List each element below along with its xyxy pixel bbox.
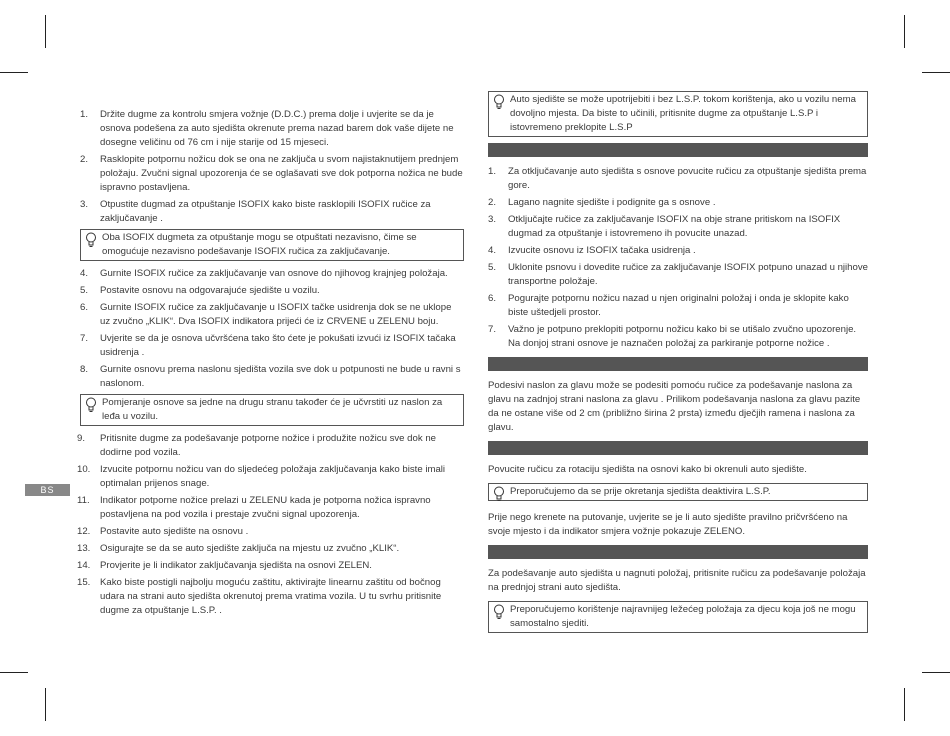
installation-steps-c (77, 432, 464, 618)
list-item: 13. Osigurajte se da se auto sjedište zaključa na mjestu uz zvučno „KLIK“. (77, 543, 400, 554)
headrest-paragraph: Podesivi naslon za glavu može se podesiti pomoću ručice za podešavanje naslona za glavu na zadnjoj strani naslona za glavu . Prilikom podešavanja naslona za glavu pazite da ne ostane više od 2 cm (približno širina 2 prsta) između dječjih ramena i naslona za glavu. (488, 380, 861, 433)
tip-note: Auto sjedište se može upotrijebiti i bez L.S.P. tokom korištenja, ako u vozilu nema dovoljno mjesta. Da biste to učinili, pritisnite dugme za otpuštanje L.S.P i istovremeno preklopite L.S.P (488, 91, 868, 137)
list-item: 2. Lagano nagnite sjedište i podignite ga s osnove . (488, 197, 716, 208)
crop-mark (45, 688, 46, 721)
tip-note: Oba ISOFIX dugmeta za otpuštanje mogu se otpuštati nezavisno, čime se omogućuje nezavisno podešavanje ISOFIX ručica za zaključavanje. (80, 229, 464, 261)
crop-mark (922, 72, 950, 73)
list-item: 9. Pritisnite dugme za podešavanje potporne nožice i produžite nožicu sve dok ne dodirne pod vozila. (77, 433, 436, 458)
lightbulb-icon (493, 486, 505, 502)
list-item: 4. Gurnite ISOFIX ručice za zaključavanje van osnove do njihovog krajnjeg položaja. (80, 268, 448, 279)
list-item: 8. Gurnite osnovu prema naslonu sjedišta vozila sve dok u potpunosti ne bude u ravni s naslonom. (80, 364, 461, 389)
tip-note: Preporučujemo korištenje najravnijeg ležećeg položaja za djecu koja još ne mogu samostalno sjediti. (488, 601, 868, 633)
lightbulb-icon (493, 604, 505, 620)
tip-note: Preporučujemo da se prije okretanja sjedišta deaktivira L.S.P. (488, 483, 868, 501)
section-header-bar (488, 441, 868, 455)
list-item: 6. Pogurajte potpornu nožicu nazad u njen originalni položaj i onda je sklopite kako biste uštedjeli prostor. (488, 293, 849, 318)
list-item: 15. Kako biste postigli najbolju moguću zaštitu, aktivirajte linearnu zaštitu od bočnog udara na strani auto sjedišta okrenutoj prema vratima vozila. U tu svrhu pritisnite dugme za otpuštanje L.S.P. . (77, 577, 442, 616)
list-item: 7. Uvjerite se da je osnova učvršćena tako što ćete je pokušati izvući iz ISOFIX tačaka usidrenja . (80, 333, 456, 358)
crop-mark (0, 672, 28, 673)
travel-paragraph: Prije nego krenete na putovanje, uvjerite se je li auto sjedište pravilno pričvršćeno na svoje mjesto i da indikator smjera vožnje pokazuje ZELENO. (488, 512, 848, 537)
section-header-bar (488, 143, 868, 157)
list-item: 3. Otpustite dugmad za otpuštanje ISOFIX kako biste rasklopili ISOFIX ručice za zaključavanje . (80, 199, 431, 224)
crop-mark (904, 688, 905, 721)
section-header-bar (488, 357, 868, 371)
list-item: 1. Za otključavanje auto sjedišta s osnove povucite ručicu za otpuštanje sjedišta prema gore. (488, 166, 867, 191)
language-tab: BS (25, 484, 70, 496)
crop-mark (45, 15, 46, 48)
crop-mark (0, 72, 28, 73)
list-item: 2. Rasklopite potpornu nožicu dok se ona ne zaključa u svom najistaknutijem prednjem položaju. Zvučni signal upozorenja će se oglašavati sve dok potporna nožica ne bude ispravno postavljena. (80, 154, 463, 193)
list-item: 14. Provjerite je li indikator zaključavanja sjedišta na osnovi ZELEN. (77, 560, 372, 571)
list-item: 5. Postavite osnovu na odgovarajuće sjedište u vozilu. (80, 285, 320, 296)
removal-steps (488, 165, 868, 351)
lightbulb-icon (85, 232, 97, 248)
list-item: 12. Postavite auto sjedište na osnovu . (77, 526, 249, 537)
crop-mark (904, 15, 905, 48)
list-item: 3. Otključajte ručice za zaključavanje ISOFIX na obje strane pritiskom na ISOFIX dugmad za otpuštanje i istovremeno ih povucite unazad. (488, 214, 841, 239)
tip-note: Pomjeranje osnove sa jedne na drugu stranu također će je učvrstiti uz naslon za leđa u vozilu. (80, 394, 464, 426)
installation-steps-a (80, 108, 464, 226)
list-item: 1. Držite dugme za kontrolu smjera vožnje (D.D.C.) prema dolje i uvjerite se da je osnova podešena za auto sjedišta okrenute prema nazad barem dok vaše dijete ne dosegne veličinu od 76 cm i nije starije od 15 mjeseci. (80, 109, 454, 148)
left-column (77, 108, 464, 621)
list-item: 4. Izvucite osnovu iz ISOFIX tačaka usidrenja . (488, 245, 696, 256)
installation-steps-b (80, 267, 464, 391)
lightbulb-icon (85, 397, 97, 413)
list-item: 5. Uklonite psnovu i dovedite ručice za zaključavanje ISOFIX potpuno unazad u njihove transportne položaje. (488, 262, 868, 287)
list-item: 10. Izvucite potpornu nožicu van do sljedećeg položaja zaključavanja kako biste imali optimalan prijenos snage. (77, 464, 446, 489)
right-column (488, 88, 868, 639)
list-item: 7. Važno je potpuno preklopiti potpornu nožicu kako bi se utišalo zvučno upozorenje. Na donjoj strani osnove je naznačen položaj za parkiranje potporne nožice . (488, 324, 857, 349)
rotate-paragraph: Povucite ručicu za rotaciju sjedišta na osnovi kako bi okrenuli auto sjedište. (488, 464, 807, 475)
section-header-bar (488, 545, 868, 559)
crop-mark (922, 672, 950, 673)
list-item: 11. Indikator potporne nožice prelazi u ZELENU kada je potporna nožica ispravno postavljena na pod vozila i prestaje zvučni signal upozorenja. (77, 495, 431, 520)
list-item: 6. Gurnite ISOFIX ručice za zaključavanje u ISOFIX tačke usidrenja dok se ne uklope uz zvučno „KLIK“. Dva ISOFIX indikatora prijeći će iz CRVENE u ZELENU boju. (80, 302, 452, 327)
lightbulb-icon (493, 94, 505, 110)
recline-paragraph: Za podešavanje auto sjedišta u nagnuti položaj, pritisnite ručicu za podešavanje položaja na prednjoj strani auto sjedišta. (488, 568, 866, 593)
